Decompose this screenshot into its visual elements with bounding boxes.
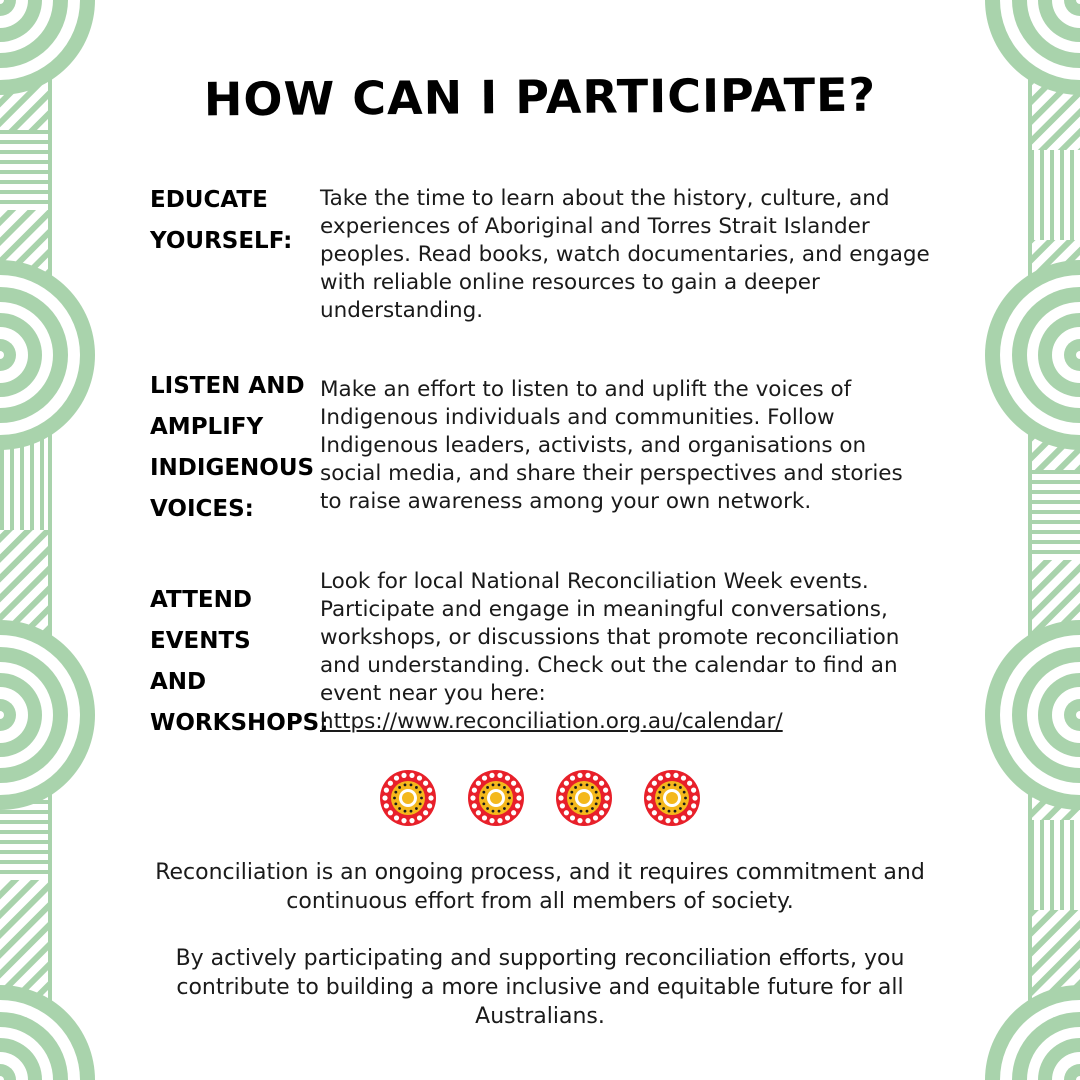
heading-line: LISTEN AND xyxy=(150,373,305,399)
closing-paragraph: Reconciliation is an ongoing process, and it requires commitment and continuous effort from all members of society. xyxy=(155,860,925,914)
heading-line: VOICES: xyxy=(150,496,254,522)
calendar-link[interactable]: https://www.reconciliation.org.au/calendar/ xyxy=(320,709,783,734)
section-body: Take the time to learn about the history, culture, and experiences of Aboriginal and Torres Strait Islander peoples. Read books, watch documentaries, and engage with reliable online resources to gain a deeper understanding. xyxy=(320,186,930,323)
dot-painting-circle-icon xyxy=(642,768,702,828)
heading-line: INDIGENOUS xyxy=(150,455,315,481)
dot-painting-circle-icon xyxy=(378,768,438,828)
dot-painting-row xyxy=(0,768,1080,828)
heading-line: WORKSHOPS: xyxy=(150,710,329,736)
concentric-circles-icon xyxy=(0,985,95,1080)
section-heading xyxy=(150,366,315,530)
heading-line: ATTEND xyxy=(150,587,252,613)
heading-line: EVENTS AND xyxy=(150,628,251,695)
closing-paragraph: By actively participating and supporting reconciliation efforts, you contribute to building a more inclusive and equitable future for all Australians. xyxy=(175,946,905,1029)
concentric-circles-icon xyxy=(985,985,1080,1080)
section-body xyxy=(320,568,930,736)
section-body-text: Look for local National Reconciliation Week events. Participate and engage in meaningful conversations, workshops, or discussions that promote reconciliation and understanding. Check out the calendar to find an event near you here: xyxy=(320,569,900,706)
dot-painting-circle-icon xyxy=(466,768,526,828)
section-heading xyxy=(150,180,310,262)
section-heading xyxy=(150,580,329,744)
heading-line: YOURSELF: xyxy=(150,228,293,254)
heading-line: EDUCATE xyxy=(150,187,268,213)
concentric-circles-icon xyxy=(985,260,1080,450)
page-title: HOW CAN I PARTICIPATE? xyxy=(203,67,877,127)
dot-painting-circle-icon xyxy=(554,768,614,828)
concentric-circles-icon xyxy=(0,260,95,450)
section-body: Make an effort to listen to and uplift the voices of Indigenous individuals and communities. Follow Indigenous leaders, activists, and organisations on social media, and share their perspectives and stories to raise awareness among your own network. xyxy=(320,377,903,514)
heading-line: AMPLIFY xyxy=(150,414,264,440)
